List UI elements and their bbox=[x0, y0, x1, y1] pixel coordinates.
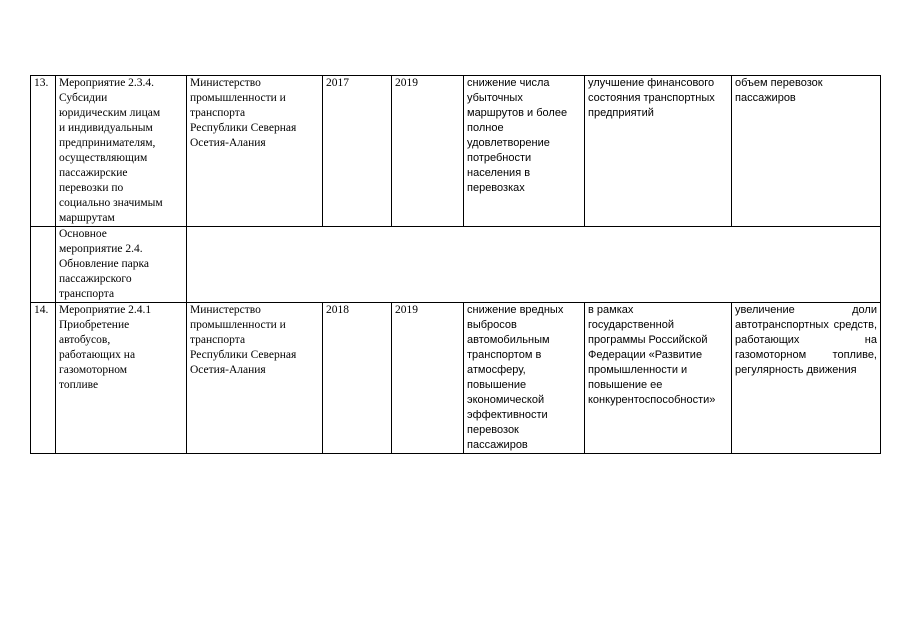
table-row bbox=[31, 303, 881, 454]
program-link: улучшение финансового состояния транспортных предприятий bbox=[585, 76, 732, 227]
expected-result: снижение вредных выбросов автомобильным транспортом в атмосферу, повышение экономической эффективности перевозок пассажиров bbox=[464, 303, 585, 454]
row-number bbox=[31, 227, 56, 303]
measures-table bbox=[30, 75, 881, 454]
table-row bbox=[31, 76, 881, 227]
start-year: 2017 bbox=[323, 76, 392, 227]
section-empty-cell bbox=[187, 227, 881, 303]
table-row bbox=[31, 227, 881, 303]
indicator: увеличение доли автотранспортных средств, работающих на газомоторном топливе, регулярность движения bbox=[732, 303, 881, 454]
end-year: 2019 bbox=[392, 303, 464, 454]
row-number: 14. bbox=[31, 303, 56, 454]
executor: Министерство промышленности и транспорта Республики Северная Осетия-Алания bbox=[187, 303, 323, 454]
measure-name: Мероприятие 2.4.1 Приобретение автобусов, работающих на газомоторном топливе bbox=[56, 303, 187, 454]
indicator: объем перевозок пассажиров bbox=[732, 76, 881, 227]
executor: Министерство промышленности и транспорта Республики Северная Осетия-Алания bbox=[187, 76, 323, 227]
measure-name: Мероприятие 2.3.4. Субсидии юридическим лицам и индивидуальным предпринимателям, осуществляющим пассажирские перевозки по социально значимым маршрутам bbox=[56, 76, 187, 227]
row-number: 13. bbox=[31, 76, 56, 227]
start-year: 2018 bbox=[323, 303, 392, 454]
section-title: Основное мероприятие 2.4. Обновление парка пассажирского транспорта bbox=[56, 227, 187, 303]
expected-result: снижение числа убыточных маршрутов и более полное удовлетворение потребности населения в перевозках bbox=[464, 76, 585, 227]
program-link: в рамках государственной программы Российской Федерации «Развитие промышленности и повышение ее конкурентоспособности» bbox=[585, 303, 732, 454]
document-page bbox=[30, 75, 880, 454]
end-year: 2019 bbox=[392, 76, 464, 227]
